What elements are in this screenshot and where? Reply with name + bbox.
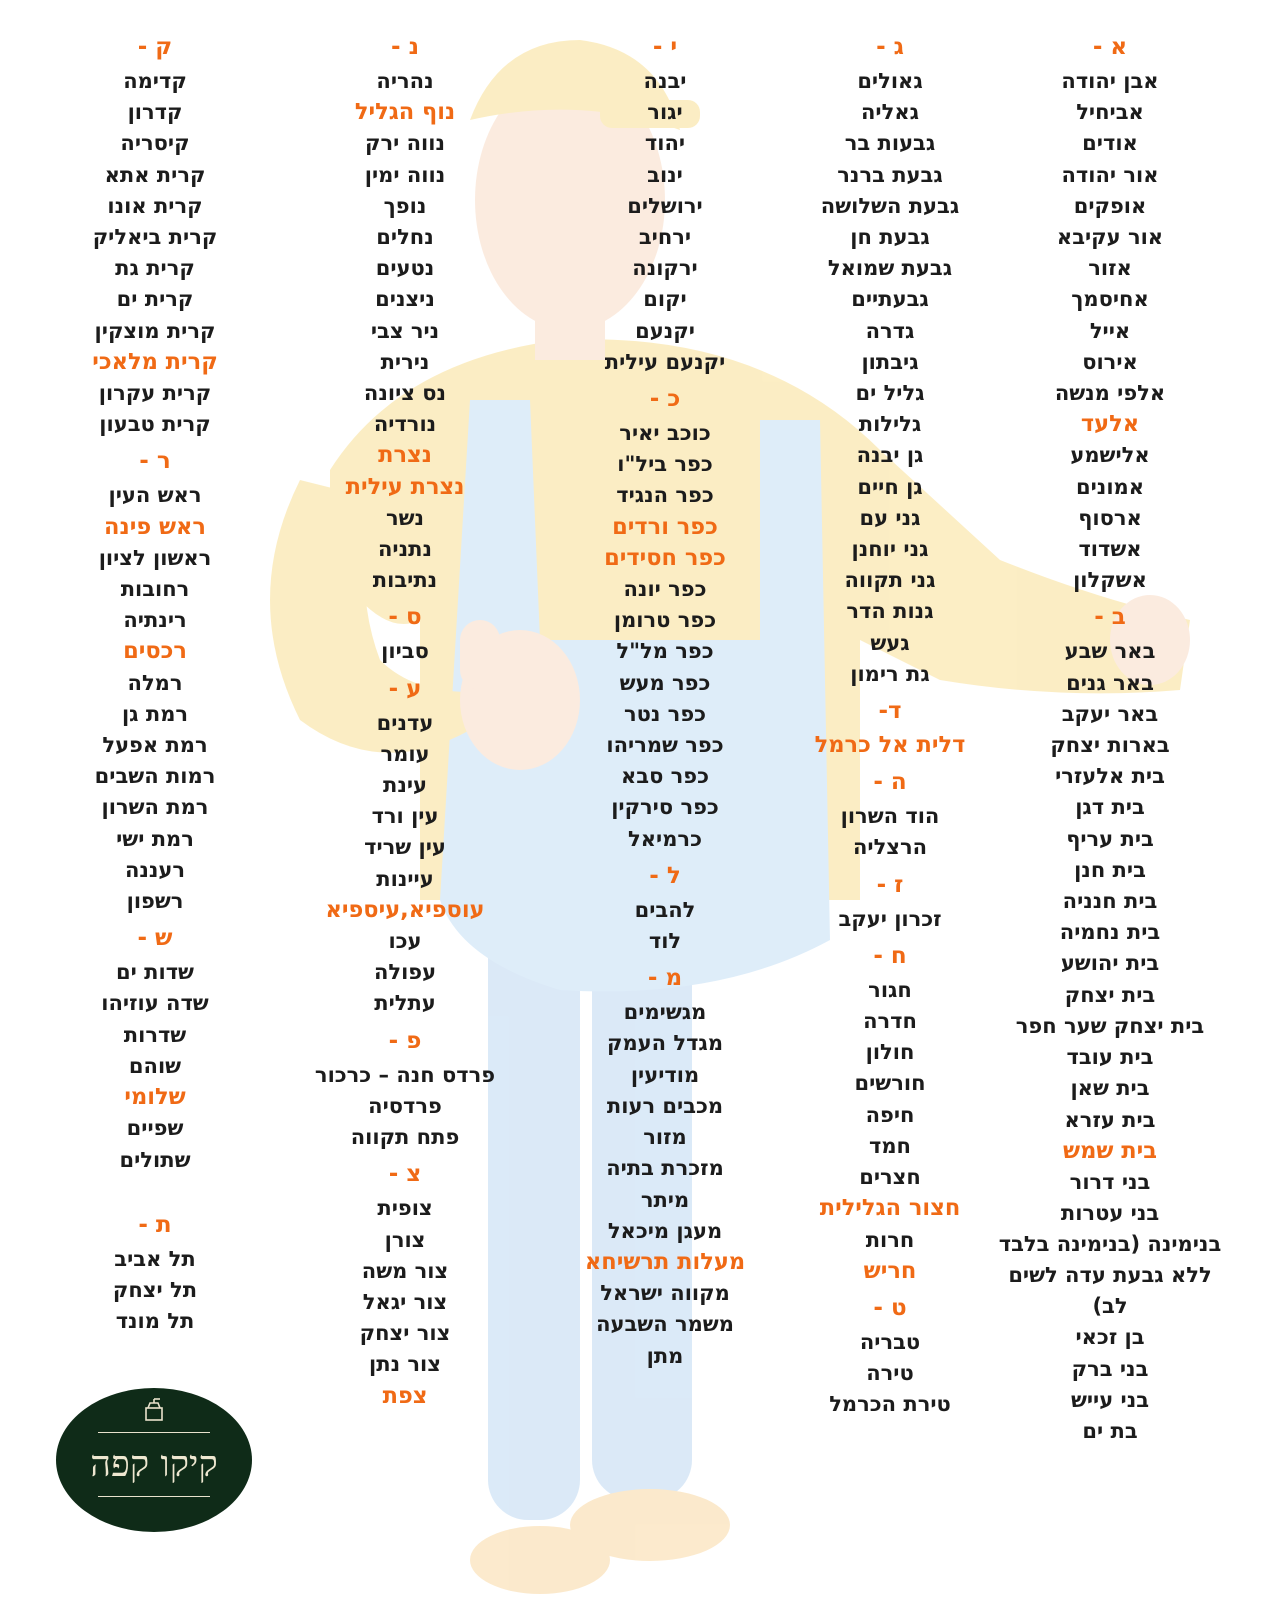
city-name: מעגן מיכאל — [607, 1218, 723, 1243]
letter-heading: פ - — [388, 1027, 422, 1054]
city-name: עין שריד — [364, 835, 446, 860]
letter-heading: צ - — [388, 1161, 422, 1188]
city-name-highlighted: אלעד — [1080, 411, 1140, 438]
city-name: מודיעין — [630, 1062, 700, 1087]
city-name: גבעת ברנר — [837, 162, 943, 187]
city-name: קרית עקרון — [98, 381, 212, 406]
city-name-highlighted: כפר ורדים — [612, 513, 718, 540]
city-name: גאליה — [861, 100, 919, 125]
city-name: פתח תקווה — [350, 1125, 460, 1150]
city-name: נווה ימין — [364, 162, 446, 187]
column-5 — [70, 28, 240, 1337]
city-name-highlighted: צפת — [382, 1382, 428, 1409]
city-name: יבנה — [643, 69, 687, 93]
city-name: גני יוחנן — [851, 537, 929, 562]
city-name: עתלית — [374, 991, 436, 1016]
city-name: אזור — [1088, 256, 1132, 281]
city-name: רמלה — [127, 670, 183, 695]
city-name: בית נחמיה — [1059, 920, 1161, 945]
city-name: רמות השבים — [94, 764, 216, 789]
city-name: פרדסיה — [368, 1093, 442, 1118]
city-name: נירית — [380, 349, 430, 374]
city-name: סביון — [381, 639, 429, 664]
letter-heading: ב - — [1094, 604, 1126, 631]
city-name: טבריה — [859, 1329, 921, 1354]
city-name-highlighted: מעלות תרשיחא — [584, 1248, 746, 1275]
city-name: תל יצחק — [112, 1277, 198, 1302]
city-name: ינוב — [647, 162, 683, 187]
letter-heading: א - — [1092, 34, 1128, 60]
city-name: מקווה ישראל — [600, 1281, 730, 1306]
city-name: יקנעם — [635, 318, 695, 343]
column-3 — [560, 28, 770, 1372]
logo-bottom-rule — [98, 1496, 210, 1497]
city-name: בית אלעזרי — [1055, 764, 1165, 789]
city-name: גן יבנה — [856, 443, 924, 468]
city-name: חגור — [868, 977, 912, 1002]
city-name: בני עטרות — [1060, 1201, 1160, 1226]
city-name: גת רימון — [850, 661, 930, 686]
city-name: קדרון — [127, 100, 183, 125]
city-name: נס ציונה — [363, 381, 447, 406]
column-2 — [790, 28, 990, 1421]
city-name: ירושלים — [627, 193, 703, 218]
city-name: נחלים — [376, 225, 434, 250]
city-name: חיפה — [865, 1102, 915, 1127]
city-name: כפר נטר — [623, 701, 707, 726]
city-name: שתולים — [119, 1147, 191, 1172]
kiko-cafe-logo — [56, 1388, 252, 1532]
city-name: הרצליה — [852, 835, 928, 860]
city-name-highlighted: חריש — [863, 1257, 917, 1284]
city-name: קרית מוצקין — [94, 318, 216, 343]
city-name: יהוד — [644, 131, 686, 156]
city-name: בית דגן — [1075, 795, 1145, 820]
city-name: משמר השבעה — [596, 1312, 734, 1337]
city-name: חרות — [865, 1227, 915, 1252]
city-name: נווה ירק — [365, 131, 445, 156]
city-name: קרית אונו — [107, 193, 203, 218]
city-name: עדנים — [376, 710, 434, 735]
city-name: גנות הדר — [846, 599, 934, 624]
city-name: נתניה — [378, 537, 432, 562]
city-name: מגדל העמק — [607, 1031, 724, 1056]
city-name: אור יהודה — [1061, 162, 1159, 187]
city-name: ראשון לציון — [98, 545, 212, 570]
city-name-highlighted: נוף הגליל — [354, 99, 456, 126]
city-name: נורדיה — [373, 412, 437, 437]
city-name: נופך — [383, 193, 427, 218]
city-name: גיבתון — [861, 349, 919, 374]
city-name: מיתר — [640, 1187, 690, 1212]
city-name: בית חנניה — [1062, 889, 1158, 914]
city-name: חורשים — [854, 1071, 926, 1096]
city-name: מזור — [643, 1125, 687, 1150]
city-name: בני ברק — [1071, 1356, 1149, 1381]
city-name: גבעתיים — [851, 287, 929, 312]
city-name: כפר יונה — [623, 577, 707, 602]
city-name: כפר סבא — [620, 764, 710, 789]
city-name: כפר הנגיד — [616, 483, 714, 508]
city-name: גבעת שמואל — [827, 256, 953, 281]
city-name: נהריה — [376, 69, 434, 93]
city-name: רעננה — [124, 857, 186, 882]
coffee-grinder-icon — [142, 1398, 166, 1422]
city-name: ניר צבי — [370, 318, 440, 343]
city-name: בית עריף — [1066, 826, 1154, 851]
city-name: מגשימים — [623, 1000, 707, 1025]
city-name: קרית אתא — [104, 162, 206, 187]
letter-heading: ח - — [873, 942, 907, 969]
city-name: קרית טבעון — [99, 412, 211, 437]
city-name: יגור — [647, 100, 683, 125]
city-name: גליל ים — [855, 381, 925, 406]
city-name: צור משה — [361, 1258, 449, 1283]
city-name: באר גנים — [1066, 670, 1154, 695]
city-name: אביחיל — [1076, 100, 1144, 125]
letter-heading: ל - — [649, 862, 681, 889]
city-name: גן חיים — [857, 474, 923, 499]
city-name: רינתיה — [123, 608, 187, 633]
city-name: גבעת השלושה — [820, 193, 960, 218]
city-name: רחובות — [120, 577, 190, 602]
city-name: צור נתן — [369, 1352, 441, 1377]
city-name: צורן — [384, 1227, 426, 1252]
city-name: גבעות בר — [844, 131, 936, 156]
city-name: שדרות — [123, 1022, 187, 1047]
city-name: חולון — [865, 1040, 915, 1065]
city-name: בנימינה (בנימינה בלבד ללא גבעת עדה לשים לב) — [998, 1232, 1222, 1319]
city-name: רמת אפעל — [102, 733, 208, 758]
city-name: אופקים — [1073, 193, 1147, 218]
city-name: בית עובד — [1066, 1045, 1154, 1070]
city-name: חמד — [869, 1133, 911, 1158]
city-name: עפולה — [373, 960, 437, 985]
letter-heading: ע - — [388, 675, 422, 702]
city-name-highlighted: עוספיא,עיספיא — [325, 896, 485, 923]
city-name: צופית — [377, 1196, 433, 1221]
city-name: לוד — [648, 929, 682, 954]
letter-heading: י - — [652, 34, 678, 60]
city-name-highlighted: רכסים — [123, 638, 187, 665]
city-name: בית יהושע — [1060, 951, 1160, 976]
city-name: גלילות — [858, 412, 922, 437]
letter-heading: ט - — [873, 1294, 907, 1321]
city-name: אלישמע — [1070, 443, 1150, 468]
city-name: רשפון — [126, 889, 184, 914]
city-name: מכבים רעות — [606, 1093, 724, 1118]
city-name: כפר מל"ל — [616, 639, 714, 664]
city-name-highlighted: קרית מלאכי — [92, 348, 218, 375]
city-name: אירוס — [1082, 349, 1138, 374]
city-name: בארות יצחק — [1050, 733, 1170, 758]
city-name-highlighted: ראש פינה — [104, 513, 206, 540]
city-name-highlighted: בית שמש — [1063, 1137, 1157, 1164]
letter-heading: ק - — [137, 34, 173, 60]
city-name: קרית ביאליק — [92, 225, 218, 250]
city-name: אור עקיבא — [1056, 225, 1164, 250]
city-name: באר יעקב — [1061, 701, 1159, 726]
city-name: בני עייש — [1070, 1387, 1150, 1412]
city-name: טירה — [866, 1361, 914, 1386]
city-name: חצרים — [859, 1165, 921, 1190]
city-name: געש — [870, 630, 910, 655]
city-name: בית עזרא — [1064, 1107, 1156, 1132]
city-name: זכרון יעקב — [838, 906, 942, 931]
city-name-highlighted: נצרת — [378, 442, 432, 469]
letter-heading: ז - — [876, 871, 904, 898]
city-name: צור יגאל — [362, 1289, 448, 1314]
city-name: מתן — [646, 1343, 684, 1368]
city-name: קרית גת — [115, 256, 195, 281]
city-name: קדימה — [123, 69, 187, 93]
city-name: כפר טרומן — [613, 608, 717, 633]
letter-heading: ש - — [137, 925, 173, 952]
city-name: שוהם — [128, 1053, 182, 1078]
city-name: בית שאן — [1070, 1076, 1150, 1101]
column-1 — [995, 28, 1225, 1447]
city-name: מזכרת בתיה — [606, 1156, 724, 1181]
logo-top-rule — [98, 1432, 210, 1433]
city-name: רמת ישי — [116, 826, 194, 851]
city-name: פרדס חנה – כרכור — [314, 1062, 496, 1087]
letter-heading: ס - — [388, 604, 422, 631]
city-name: צור יצחק — [359, 1321, 451, 1346]
city-name: ראש העין — [108, 483, 202, 508]
letter-heading: נ - — [391, 34, 419, 60]
letter-heading: מ - — [647, 965, 683, 992]
city-name-highlighted: כפר חסידים — [604, 544, 726, 571]
city-name: עיינות — [376, 866, 434, 891]
letter-heading: ר - — [139, 448, 171, 475]
city-name: אשקלון — [1073, 568, 1147, 593]
city-name-highlighted: חצור הגלילית — [819, 1195, 961, 1222]
city-name: נתיבות — [372, 568, 438, 593]
city-name-highlighted: נצרת עילית — [345, 473, 465, 500]
city-name: כפר ביל"ו — [617, 452, 713, 477]
city-name: יקום — [643, 287, 687, 312]
city-name: אשדוד — [1078, 537, 1142, 562]
letter-heading: ד- — [878, 698, 902, 725]
city-name: רמת השרון — [101, 795, 209, 820]
city-name: אחיסמך — [1071, 287, 1149, 312]
city-name: שדות ים — [116, 960, 194, 985]
city-name: ירקונה — [632, 256, 698, 281]
city-name: כפר סירקין — [611, 795, 719, 820]
city-name: שפיים — [126, 1116, 184, 1141]
city-name: בן זכאי — [1075, 1325, 1145, 1350]
city-name: גדרה — [865, 318, 915, 343]
city-name: אמונים — [1076, 474, 1145, 499]
city-name: ניצנים — [375, 287, 435, 312]
city-name: אייל — [1089, 318, 1131, 343]
city-name: כפר מעש — [619, 670, 711, 695]
city-name: נשר — [385, 505, 425, 530]
city-name: גני תקווה — [844, 568, 936, 593]
city-name: עומר — [380, 741, 430, 766]
city-name: להבים — [634, 897, 696, 922]
city-name: כפר שמריהו — [606, 733, 724, 758]
city-name-highlighted: שלומי — [124, 1084, 186, 1111]
city-name: תל אביב — [114, 1246, 196, 1271]
city-name: קרית ים — [116, 287, 194, 312]
city-name: בית יצחק — [1064, 982, 1156, 1007]
city-name: כוכב יאיר — [619, 421, 711, 446]
letter-heading: ה - — [873, 769, 907, 796]
city-name: תל מונד — [115, 1309, 195, 1334]
city-name: בית יצחק שער חפר — [1015, 1013, 1205, 1038]
city-name: גאולים — [857, 69, 923, 93]
city-name: כרמיאל — [628, 826, 702, 851]
city-name: ארסוף — [1078, 505, 1142, 530]
city-name: טירת הכרמל — [829, 1392, 951, 1417]
letter-heading: כ - — [649, 386, 681, 413]
column-4 — [290, 28, 520, 1412]
city-name: בני דרור — [1069, 1169, 1151, 1194]
city-name: נטעים — [375, 256, 435, 281]
city-name: בת ים — [1082, 1418, 1138, 1443]
city-name: עינת — [382, 773, 428, 798]
city-name: אודים — [1082, 131, 1138, 156]
city-name: יקנעם עילית — [604, 349, 726, 374]
city-name: רמת גן — [121, 701, 189, 726]
city-name: קיסריה — [120, 131, 190, 156]
city-name: באר שבע — [1064, 639, 1156, 664]
logo-text: קיקו קפה — [90, 1444, 218, 1485]
city-name: עכו — [388, 929, 422, 954]
city-name: אבן יהודה — [1061, 69, 1159, 93]
city-name: בית חנן — [1074, 857, 1146, 882]
city-name: הוד השרון — [840, 804, 940, 829]
city-name: גני עם — [859, 505, 921, 530]
city-name-highlighted: דלית אל כרמל — [814, 732, 966, 759]
city-name: אלפי מנשה — [1054, 381, 1166, 406]
city-name: ירחיב — [638, 225, 692, 250]
city-name: חדרה — [863, 1009, 917, 1034]
letter-heading: ת - — [138, 1211, 172, 1238]
city-name: גבעת חן — [850, 225, 930, 250]
city-name: שדה עוזיהו — [101, 991, 209, 1016]
city-name: עין ורד — [371, 804, 439, 829]
letter-heading: ג - — [876, 34, 904, 60]
